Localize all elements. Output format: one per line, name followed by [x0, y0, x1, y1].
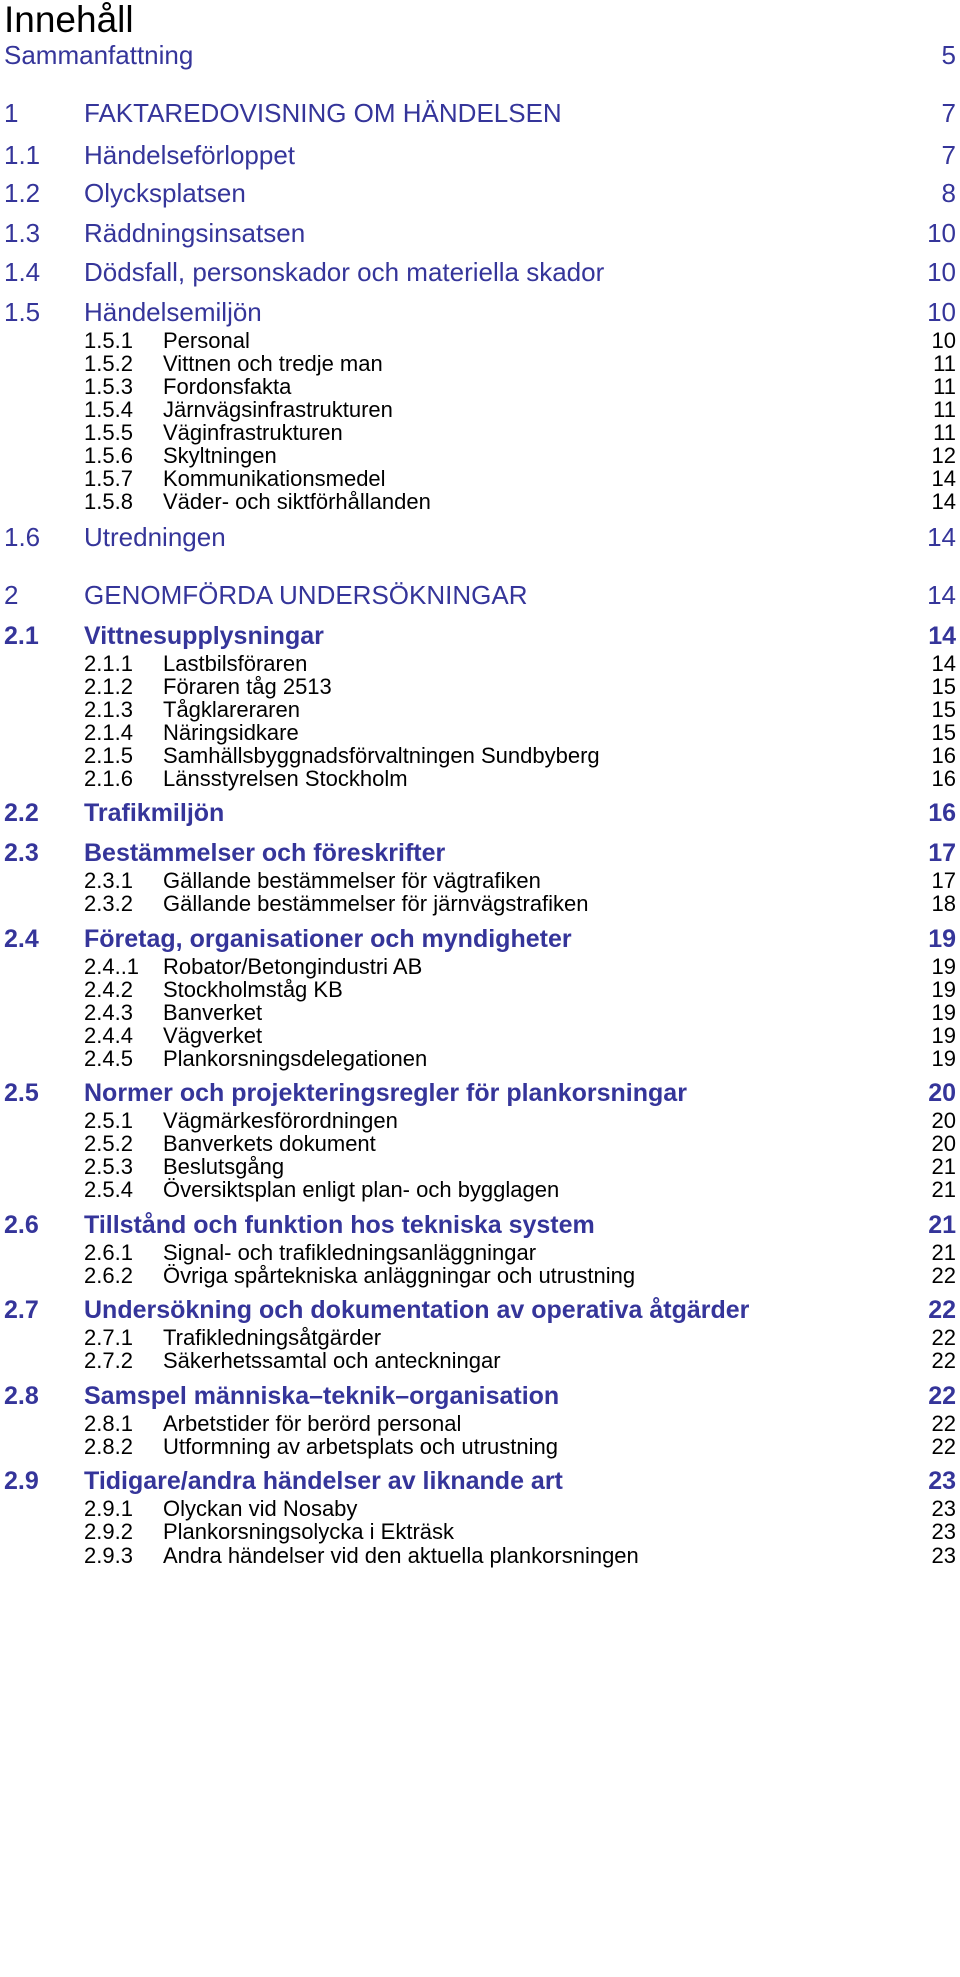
- toc-entry-number: 1.2: [4, 178, 41, 208]
- toc-entry-number: 2.6: [4, 1211, 39, 1239]
- toc-entry[interactable]: [0, 764, 956, 794]
- toc-entry-page: 11: [933, 351, 956, 376]
- toc-entry[interactable]: [0, 218, 956, 248]
- toc-entry-number: 2.4.2: [84, 977, 133, 1002]
- toc-entry-page: 10: [927, 218, 956, 248]
- toc-entry-number: 2.1.5: [84, 743, 133, 768]
- toc-entry-number: 1.5: [4, 297, 41, 327]
- toc-entry[interactable]: [0, 1295, 956, 1325]
- toc-entry-number: 2.4.4: [84, 1023, 133, 1048]
- toc-entry-number: 2.5: [4, 1079, 39, 1107]
- toc-entry-page: 21: [931, 1154, 956, 1179]
- toc-entry-number: 2.7.2: [84, 1348, 133, 1373]
- toc-entry-number: 1.5.5: [84, 420, 133, 445]
- toc-entry[interactable]: [0, 924, 956, 954]
- toc-entry[interactable]: [0, 1210, 956, 1240]
- toc-entry-title: Vägmärkesförordningen: [163, 1108, 398, 1133]
- toc-entry-number: 2.7: [4, 1296, 39, 1324]
- toc-entry-title: Bestämmelser och föreskrifter: [84, 839, 446, 867]
- toc-entry-page: 7: [941, 140, 956, 170]
- toc-entry-number: 2.9: [4, 1467, 39, 1495]
- toc-entry-title: Tågklareraren: [163, 697, 300, 722]
- toc-entry-title: Stockholmståg KB: [163, 977, 343, 1002]
- toc-entry-page: 11: [933, 397, 956, 422]
- toc-entry-page: 10: [927, 257, 956, 287]
- toc-entry-page: 16: [931, 743, 956, 768]
- toc-entry-title: Arbetstider för berörd personal: [163, 1411, 462, 1436]
- toc-entry-page: 18: [931, 891, 956, 916]
- toc-entry-title: Föraren tåg 2513: [163, 674, 332, 699]
- page-title: Innehåll: [4, 0, 134, 40]
- toc-entry-title: Gällande bestämmelser för vägtrafiken: [163, 868, 541, 893]
- toc-entry-title: Banverket: [163, 1000, 263, 1025]
- toc-entry-title: Gällande bestämmelser för järnvägstrafiken: [163, 891, 589, 916]
- toc-entry-page: 23: [931, 1519, 956, 1544]
- toc-entry-number: 2.3: [4, 839, 39, 867]
- toc-entry-title: FAKTAREDOVISNING OM HÄNDELSEN: [84, 98, 562, 128]
- toc-entry-title: Företag, organisationer och myndigheter: [84, 925, 572, 953]
- toc-entry-title: Banverkets dokument: [163, 1131, 376, 1156]
- toc-entry-number: 2.3.1: [84, 868, 133, 893]
- toc-entry-number: 2.4.5: [84, 1046, 133, 1071]
- toc-entry-page: 15: [931, 720, 956, 745]
- toc-entry-title: Personal: [163, 328, 250, 353]
- toc-entry-page: 19: [931, 1046, 956, 1071]
- toc-entry[interactable]: [0, 798, 956, 828]
- toc-entry-page: 21: [931, 1177, 956, 1202]
- toc-entry[interactable]: [0, 140, 956, 170]
- toc-entry-page: 11: [933, 374, 956, 399]
- toc-entry-number: 2.1.1: [84, 651, 133, 676]
- toc-entry-page: 19: [931, 954, 956, 979]
- toc-entry-title: Näringsidkare: [163, 720, 299, 745]
- toc-entry-number: 1: [4, 98, 19, 128]
- toc-entry-number: 2.5.1: [84, 1108, 133, 1133]
- toc-entry-title: Beslutsgång: [163, 1154, 285, 1179]
- toc-entry[interactable]: [0, 1466, 956, 1496]
- toc-entry-title: Lastbilsföraren: [163, 651, 308, 676]
- toc-entry-title: Väginfrastrukturen: [163, 420, 343, 445]
- toc-entry-number: 1.5.3: [84, 374, 133, 399]
- toc-entry-number: 2.4: [4, 925, 39, 953]
- toc-entry-page: 15: [931, 674, 956, 699]
- toc-entry-title: Fordonsfakta: [163, 374, 292, 399]
- toc-entry-title: Utredningen: [84, 522, 226, 552]
- toc-entry[interactable]: [0, 1175, 956, 1205]
- toc-entry-page: 17: [928, 839, 956, 867]
- toc-entry-number: 2.8.2: [84, 1434, 133, 1459]
- toc-entry-page: 23: [931, 1496, 956, 1521]
- toc-entry-number: 2.8.1: [84, 1411, 133, 1436]
- toc-entry-number: 2.1.4: [84, 720, 133, 745]
- toc-entry-page: 14: [927, 522, 956, 552]
- toc-entry-page: 19: [931, 1000, 956, 1025]
- toc-entry-number: 2.2: [4, 799, 39, 827]
- toc-entry-page: 15: [931, 697, 956, 722]
- toc-entry-page: 23: [931, 1543, 956, 1568]
- toc-entry-number: 2.1.6: [84, 766, 133, 791]
- toc-entry-title: Plankorsningsolycka i Ekträsk: [163, 1519, 455, 1544]
- toc-entry-title: Tillstånd och funktion hos tekniska system: [84, 1211, 595, 1239]
- toc-entry-page: 5: [941, 40, 956, 70]
- toc-entry-title: Samspel människa–teknik–organisation: [84, 1382, 560, 1410]
- toc-entry-number: 2.3.2: [84, 891, 133, 916]
- toc-entry-title: Skyltningen: [163, 443, 277, 468]
- toc-entry-page: 10: [927, 297, 956, 327]
- toc-entry-page: 20: [928, 1079, 956, 1107]
- toc-entry-title: Sammanfattning: [4, 40, 194, 70]
- toc-entry[interactable]: [0, 487, 956, 517]
- toc-entry-page: 14: [927, 580, 956, 610]
- toc-entry-page: 20: [931, 1131, 956, 1156]
- toc-entry-number: 2.9.3: [84, 1543, 133, 1568]
- toc-entry-number: 2.9.1: [84, 1496, 133, 1521]
- toc-entry-number: 2.4..1: [84, 954, 140, 979]
- toc-entry-title: Olyckan vid Nosaby: [163, 1496, 358, 1521]
- toc-entry-page: 14: [931, 651, 956, 676]
- toc-entry[interactable]: [0, 1432, 956, 1462]
- toc-entry-page: 12: [931, 443, 956, 468]
- toc-entry-page: 10: [931, 328, 956, 353]
- toc-entry-title: Utformning av arbetsplats och utrustning: [163, 1434, 558, 1459]
- toc-entry-title: Olycksplatsen: [84, 178, 246, 208]
- toc-entry-page: 8: [941, 178, 956, 208]
- toc-entry[interactable]: [0, 98, 956, 128]
- toc-entry-title: Trafikledningsåtgärder: [163, 1325, 382, 1350]
- toc-entry-title: Händelseförloppet: [84, 140, 296, 170]
- toc-entry-number: 1.6: [4, 522, 41, 552]
- toc-entry-title: Säkerhetssamtal och anteckningar: [163, 1348, 501, 1373]
- toc-entry-page: 22: [931, 1325, 956, 1350]
- toc-entry-number: 2.1: [4, 622, 39, 650]
- toc-entry-page: 22: [931, 1434, 956, 1459]
- toc-entry-number: 1.5.8: [84, 489, 133, 514]
- toc-entry-title: Dödsfall, personskador och materiella skador: [84, 257, 605, 287]
- toc-entry-number: 2.6.2: [84, 1263, 133, 1288]
- toc-entry-number: 1.5.6: [84, 443, 133, 468]
- toc-entry-number: 1.5.2: [84, 351, 133, 376]
- toc-entry-title: Trafikmiljön: [84, 799, 225, 827]
- toc-entry-title: Länsstyrelsen Stockholm: [163, 766, 408, 791]
- toc-entry[interactable]: [0, 1346, 956, 1376]
- toc-entry-number: 2.7.1: [84, 1325, 133, 1350]
- toc-entry-page: 19: [931, 977, 956, 1002]
- toc-entry-page: 22: [931, 1411, 956, 1436]
- toc-entry-title: Händelsemiljön: [84, 297, 262, 327]
- toc-entry-title: Järnvägsinfrastrukturen: [163, 397, 393, 422]
- toc-entry[interactable]: [0, 580, 956, 610]
- toc-entry-title: Kommunikationsmedel: [163, 466, 386, 491]
- toc-entry[interactable]: [0, 1381, 956, 1411]
- toc-entry-number: 2.1.3: [84, 697, 133, 722]
- toc-entry-title: Tidigare/andra händelser av liknande art: [84, 1467, 563, 1495]
- toc-entry-title: Översiktsplan enligt plan- och bygglagen: [163, 1177, 560, 1202]
- toc-entry[interactable]: [0, 297, 956, 327]
- toc-entry[interactable]: [0, 178, 956, 208]
- toc-entry-title: Signal- och trafikledningsanläggningar: [163, 1240, 537, 1265]
- toc-entry-number: 1.3: [4, 218, 41, 248]
- toc-entry[interactable]: [0, 1078, 956, 1108]
- toc-entry-page: 14: [931, 466, 956, 491]
- toc-entry-title: Andra händelser vid den aktuella plankorsningen: [163, 1543, 639, 1568]
- toc-entry[interactable]: [0, 1261, 956, 1291]
- toc-entry-number: 1.5.4: [84, 397, 133, 422]
- toc-entry-title: Normer och projekteringsregler för plankorsningar: [84, 1079, 687, 1107]
- toc-entry-page: 17: [931, 868, 956, 893]
- toc-entry-page: 21: [928, 1211, 956, 1239]
- toc-entry-number: 1.1: [4, 140, 41, 170]
- toc-entry-title: Samhällsbyggnadsförvaltningen Sundbyberg: [163, 743, 600, 768]
- toc-entry-title: Plankorsningsdelegationen: [163, 1046, 428, 1071]
- toc-entry[interactable]: [0, 522, 956, 552]
- toc-entry-page: 16: [931, 766, 956, 791]
- toc-entry-page: 20: [931, 1108, 956, 1133]
- toc-entry-page: 22: [931, 1348, 956, 1373]
- toc-entry-title: Övriga spårtekniska anläggningar och utrustning: [163, 1263, 636, 1288]
- toc-entry-number: 2.5.2: [84, 1131, 133, 1156]
- toc-entry[interactable]: [0, 621, 956, 651]
- toc-entry[interactable]: [0, 838, 956, 868]
- toc-entry-page: 14: [931, 489, 956, 514]
- toc-entry-title: Vittnesupplysningar: [84, 622, 324, 650]
- toc-entry-number: 2.5.3: [84, 1154, 133, 1179]
- toc-entry-number: 2.1.2: [84, 674, 133, 699]
- toc-entry[interactable]: [0, 1541, 956, 1571]
- toc-entry-number: 2.6.1: [84, 1240, 133, 1265]
- toc-entry-page: 22: [928, 1296, 956, 1324]
- toc-entry-page: 22: [931, 1263, 956, 1288]
- toc-entry[interactable]: [0, 40, 956, 70]
- toc-entry-number: 2.8: [4, 1382, 39, 1410]
- toc-entry-page: 23: [928, 1467, 956, 1495]
- toc-entry-number: 2.5.4: [84, 1177, 133, 1202]
- toc-entry-page: 19: [931, 1023, 956, 1048]
- toc-entry-title: Undersökning och dokumentation av operativa åtgärder: [84, 1296, 750, 1324]
- toc-entry-number: 2.4.3: [84, 1000, 133, 1025]
- toc-entry-number: 1.5.7: [84, 466, 133, 491]
- toc-entry-title: Robator/Betongindustri AB: [163, 954, 423, 979]
- toc-entry-page: 21: [931, 1240, 956, 1265]
- toc-entry-page: 16: [928, 799, 956, 827]
- toc-entry-title: Väder- och siktförhållanden: [163, 489, 431, 514]
- toc-entry-page: 19: [928, 925, 956, 953]
- toc-entry-page: 11: [933, 420, 956, 445]
- toc-entry-page: 14: [928, 622, 956, 650]
- toc-entry-number: 2.9.2: [84, 1519, 133, 1544]
- toc-entry-page: 22: [928, 1382, 956, 1410]
- toc-entry-number: 1.5.1: [84, 328, 133, 353]
- toc-entry-title: GENOMFÖRDA UNDERSÖKNINGAR: [84, 580, 528, 610]
- toc-entry-number: 1.4: [4, 257, 41, 287]
- toc-entry-title: Räddningsinsatsen: [84, 218, 306, 248]
- toc-entry[interactable]: [0, 257, 956, 287]
- toc-entry-page: 7: [941, 98, 956, 128]
- toc-entry-title: Vittnen och tredje man: [163, 351, 383, 376]
- toc-entry[interactable]: [0, 1044, 956, 1074]
- toc-entry-number: 2: [4, 580, 19, 610]
- toc-entry-title: Vägverket: [163, 1023, 263, 1048]
- toc-entry[interactable]: [0, 889, 956, 919]
